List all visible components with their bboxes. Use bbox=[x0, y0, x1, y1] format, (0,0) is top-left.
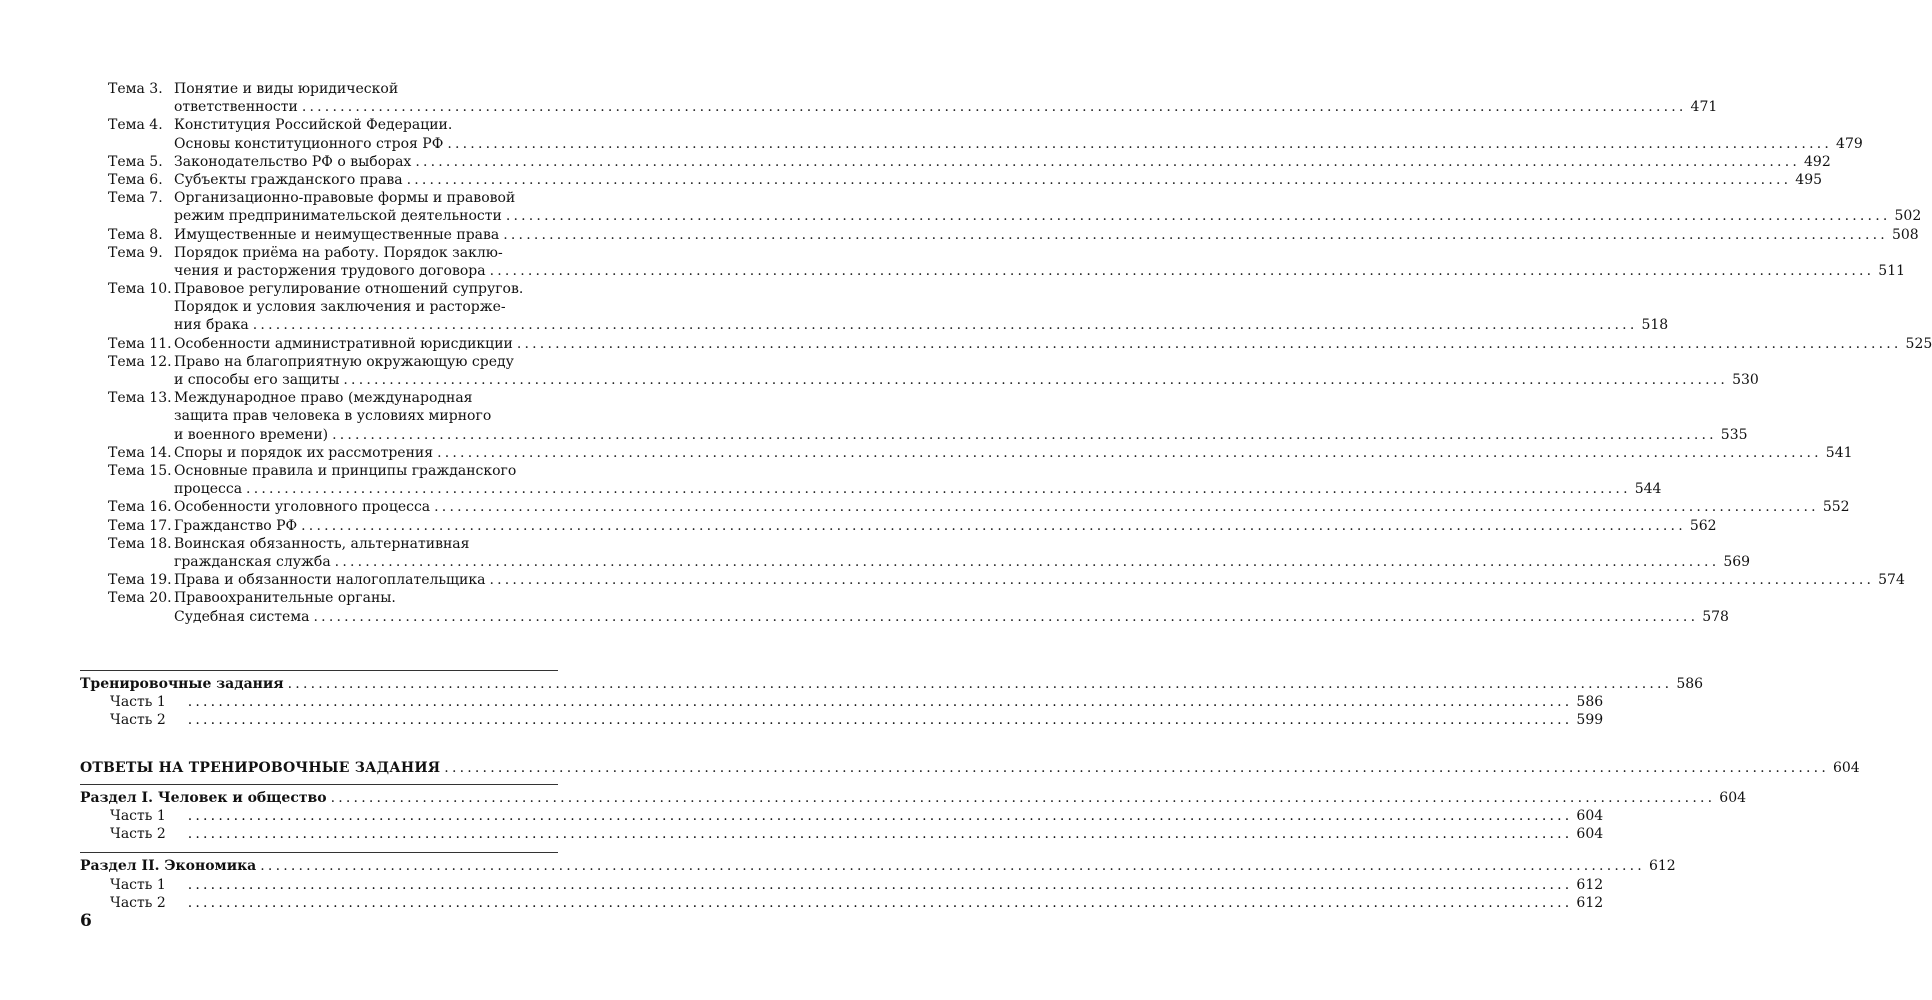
topic-title bbox=[174, 280, 1668, 335]
page-number: 604 bbox=[1576, 826, 1604, 843]
toc-entry-topic[interactable] bbox=[108, 189, 1922, 225]
page-number: 471 bbox=[1690, 99, 1718, 116]
dot-leader bbox=[331, 790, 1716, 806]
topic-number: Тема 6. bbox=[108, 171, 163, 188]
page-number: 586 bbox=[1676, 676, 1704, 692]
dot-leader bbox=[517, 335, 1902, 353]
topic-number: Тема 20. bbox=[108, 590, 172, 607]
topic-title-text: чения и расторжения трудового договора bbox=[174, 262, 486, 279]
topic-title-line bbox=[174, 335, 1932, 353]
topic-title-line bbox=[174, 480, 1661, 498]
topic-title-line bbox=[174, 153, 1831, 171]
topic-title-text: Международное право (международная bbox=[174, 390, 473, 407]
topic-title-text: Судебная система bbox=[174, 608, 310, 625]
toc-entry-topic[interactable] bbox=[108, 244, 1906, 280]
dot-leader bbox=[188, 712, 1573, 728]
dot-leader bbox=[407, 171, 1792, 189]
divider bbox=[80, 784, 558, 785]
toc-entry-section-2-part-2[interactable] bbox=[80, 894, 1604, 913]
topic-number: Тема 7. bbox=[108, 190, 163, 207]
topic-title-text: Субъекты гражданского права bbox=[174, 171, 403, 188]
page-number: 599 bbox=[1576, 712, 1604, 729]
topic-title-text: Порядок и условия заключения и расторже- bbox=[174, 299, 506, 316]
topic-title-text: Правоохранительные органы. bbox=[174, 590, 396, 607]
topic-title-text: Законодательство РФ о выборах bbox=[174, 153, 412, 170]
topic-title-line bbox=[174, 553, 1750, 571]
dot-leader bbox=[335, 553, 1720, 571]
toc-entry-topic[interactable] bbox=[108, 535, 1751, 571]
page-number: 511 bbox=[1878, 262, 1906, 279]
page-number: 569 bbox=[1723, 553, 1751, 570]
topic-title-line bbox=[174, 462, 1661, 480]
topic-title-line bbox=[174, 116, 1863, 134]
topic-number: Тема 9. bbox=[108, 244, 163, 261]
topic-title-text: Особенности административной юрисдикции bbox=[174, 335, 513, 352]
topic-title-line bbox=[174, 244, 1905, 262]
toc-entry-topic[interactable] bbox=[108, 498, 1850, 516]
toc-entry-topic[interactable] bbox=[108, 280, 1669, 335]
topic-title-text: Воинская обязанность, альтернативная bbox=[174, 535, 470, 552]
entry-title: Раздел I. Человек и общество bbox=[80, 789, 327, 806]
page-number: 586 bbox=[1576, 694, 1604, 711]
topic-title-line bbox=[174, 371, 1759, 389]
dot-leader bbox=[437, 444, 1822, 462]
toc-entry-topic[interactable] bbox=[108, 80, 1718, 116]
page-number: 530 bbox=[1732, 372, 1759, 389]
topic-title-text: режим предпринимательской деятельности bbox=[174, 208, 502, 225]
toc-entry-topic[interactable] bbox=[108, 116, 1863, 152]
topic-title-line bbox=[174, 280, 1668, 298]
entry-title: Часть 1 bbox=[110, 876, 166, 893]
topic-title-text: и военного времени) bbox=[174, 426, 329, 443]
topic-title-line bbox=[174, 517, 1717, 535]
topic-title-text: защита прав человека в условиях мирного bbox=[174, 408, 492, 425]
toc-entry-training[interactable] bbox=[80, 676, 1704, 694]
dot-leader bbox=[260, 858, 1645, 874]
topic-title-text: Споры и порядок их рассмотрения bbox=[174, 444, 434, 461]
topic-title-text: Правовое регулирование отношений супругов. bbox=[174, 281, 524, 298]
toc-entry-topic[interactable] bbox=[108, 517, 1717, 535]
topic-title bbox=[174, 517, 1717, 535]
topic-title bbox=[174, 353, 1759, 389]
topic-title bbox=[174, 189, 1921, 225]
topic-title-line bbox=[174, 589, 1729, 607]
toc-entry-answers[interactable] bbox=[80, 759, 1860, 778]
dot-leader bbox=[503, 226, 1888, 244]
page-number: 492 bbox=[1804, 153, 1831, 170]
topic-title-line bbox=[174, 426, 1748, 444]
topic-number: Тема 3. bbox=[108, 81, 163, 97]
toc-entry-section-1-part-2[interactable] bbox=[80, 826, 1604, 844]
topic-title-line bbox=[174, 298, 1668, 316]
topic-number: Тема 18. bbox=[108, 535, 172, 552]
topic-title bbox=[174, 498, 1850, 516]
dot-leader bbox=[253, 316, 1638, 334]
topic-title bbox=[174, 171, 1822, 189]
topic-title bbox=[174, 444, 1853, 462]
entry-title: ОТВЕТЫ НА ТРЕНИРОВОЧНЫЕ ЗАДАНИЯ bbox=[80, 759, 441, 776]
toc-entry-topic[interactable] bbox=[108, 571, 1905, 589]
page-folio: 6 bbox=[80, 911, 92, 931]
topic-title-line bbox=[174, 444, 1853, 462]
dot-leader bbox=[434, 498, 1819, 516]
topic-title-line bbox=[174, 80, 1717, 98]
topic-title bbox=[174, 535, 1750, 571]
topic-number: Тема 4. bbox=[108, 117, 163, 134]
entry-title: Часть 2 bbox=[110, 826, 166, 843]
dot-leader bbox=[302, 98, 1687, 116]
entry-title: Тренировочные задания bbox=[80, 676, 284, 692]
dot-leader bbox=[188, 808, 1573, 824]
dot-leader bbox=[490, 262, 1875, 280]
topic-title-text: Право на благоприятную окружающую среду bbox=[174, 353, 514, 370]
toc-entry-topic[interactable] bbox=[108, 226, 1919, 244]
topic-number: Тема 19. bbox=[108, 572, 172, 589]
topic-number: Тема 11. bbox=[108, 335, 172, 352]
toc-entry-topic[interactable] bbox=[108, 335, 1932, 353]
topic-title-line bbox=[174, 316, 1668, 334]
topic-title bbox=[174, 226, 1919, 244]
dot-leader bbox=[489, 571, 1874, 589]
topic-title-text: Организационно-правовые формы и правовой bbox=[174, 190, 516, 207]
page-number: 562 bbox=[1689, 517, 1717, 534]
topic-title-text: Особенности уголовного процесса bbox=[174, 499, 431, 516]
dot-leader bbox=[343, 371, 1728, 389]
topic-number: Тема 5. bbox=[108, 153, 163, 170]
topic-number: Тема 16. bbox=[108, 499, 172, 516]
dot-leader bbox=[506, 207, 1891, 225]
topic-title-text: Понятие и виды юридической bbox=[174, 81, 399, 97]
topic-title-text: Порядок приёма на работу. Порядок заклю- bbox=[174, 244, 503, 261]
topic-title-text: Гражданство РФ bbox=[174, 517, 298, 534]
dot-leader bbox=[332, 426, 1717, 444]
topic-title-text: Основные правила и принципы гражданского bbox=[174, 463, 517, 480]
topic-title bbox=[174, 116, 1863, 152]
entry-title: Часть 2 bbox=[110, 712, 166, 729]
page-number: 502 bbox=[1894, 208, 1922, 225]
page-number: 495 bbox=[1795, 171, 1823, 188]
divider bbox=[80, 670, 558, 671]
topic-title-line bbox=[174, 608, 1729, 626]
topic-title-text: и способы его защиты bbox=[174, 372, 340, 389]
page-number: 604 bbox=[1576, 807, 1604, 824]
topic-title-line bbox=[174, 262, 1905, 280]
topic-title-line bbox=[174, 189, 1921, 207]
toc-entry-training-part-2[interactable] bbox=[80, 712, 1604, 730]
topic-title bbox=[174, 389, 1748, 444]
topic-title-text: гражданская служба bbox=[174, 553, 331, 570]
topic-title bbox=[174, 571, 1905, 589]
page-number: 552 bbox=[1822, 499, 1850, 516]
entry-title: Раздел II. Экономика bbox=[80, 858, 257, 875]
entry-title: Часть 1 bbox=[110, 807, 166, 824]
topic-title-text: ответственности bbox=[174, 99, 298, 116]
topic-title-line bbox=[174, 535, 1750, 553]
topic-title-line bbox=[174, 498, 1850, 516]
topic-title-text: Права и обязанности налогоплательщика bbox=[174, 572, 486, 589]
topic-title-line bbox=[174, 571, 1905, 589]
toc-entry-training-part-1[interactable] bbox=[80, 694, 1604, 712]
topic-title-text: ния брака bbox=[174, 317, 249, 334]
dot-leader bbox=[288, 676, 1673, 692]
toc-entry-topic[interactable] bbox=[108, 589, 1729, 625]
page-number: 578 bbox=[1702, 608, 1729, 625]
dot-leader bbox=[301, 517, 1686, 535]
page-number: 612 bbox=[1576, 876, 1604, 893]
dot-leader bbox=[246, 480, 1631, 498]
topic-title-line bbox=[174, 407, 1748, 425]
toc-entry-topic[interactable] bbox=[108, 389, 1748, 444]
topic-title-text: Основы конституционного строя РФ bbox=[174, 135, 444, 152]
toc-entry-section-1[interactable] bbox=[80, 789, 1747, 808]
toc-entry-topic[interactable] bbox=[108, 353, 1759, 389]
topic-number: Тема 8. bbox=[108, 226, 163, 243]
toc-entry-topic[interactable] bbox=[108, 462, 1662, 498]
toc-entry-section-2[interactable] bbox=[80, 858, 1676, 876]
topic-title bbox=[174, 153, 1831, 171]
topic-number: Тема 10. bbox=[108, 281, 172, 298]
dot-leader bbox=[188, 826, 1573, 842]
topic-number: Тема 12. bbox=[108, 353, 172, 370]
sections-block bbox=[80, 665, 1860, 913]
page-number: 604 bbox=[1832, 759, 1860, 776]
dot-leader bbox=[314, 608, 1699, 626]
page-number: 612 bbox=[1648, 858, 1676, 875]
page-number: 541 bbox=[1825, 444, 1853, 461]
topic-title bbox=[174, 244, 1905, 280]
topic-title-line bbox=[174, 98, 1717, 116]
dot-leader bbox=[415, 153, 1800, 171]
topics-list bbox=[108, 80, 1932, 626]
page-number: 518 bbox=[1641, 317, 1669, 334]
topic-title-text: Имущественные и неимущественные права bbox=[174, 226, 500, 243]
topic-title bbox=[174, 462, 1661, 498]
topic-title-line bbox=[174, 226, 1919, 244]
divider bbox=[80, 852, 558, 853]
entry-title: Часть 2 bbox=[110, 894, 166, 911]
page-number: 612 bbox=[1576, 894, 1604, 911]
toc-entry-topic[interactable] bbox=[108, 153, 1831, 171]
topic-number: Тема 15. bbox=[108, 463, 172, 480]
topic-number: Тема 14. bbox=[108, 444, 172, 461]
toc-entry-section-1-part-1[interactable] bbox=[80, 807, 1604, 826]
topic-number: Тема 17. bbox=[108, 517, 172, 534]
topic-title-line bbox=[174, 207, 1921, 225]
dot-leader bbox=[188, 877, 1573, 893]
dot-leader bbox=[188, 895, 1573, 911]
topic-title-line bbox=[174, 135, 1863, 153]
topic-title bbox=[174, 335, 1932, 353]
topic-title-line bbox=[174, 389, 1748, 407]
topic-title-line bbox=[174, 171, 1822, 189]
dot-leader bbox=[188, 694, 1573, 710]
page-number: 508 bbox=[1891, 226, 1919, 243]
toc-entry-topic[interactable] bbox=[108, 444, 1853, 462]
topic-number: Тема 13. bbox=[108, 390, 172, 407]
entry-title: Часть 1 bbox=[110, 694, 166, 711]
topic-title bbox=[174, 80, 1717, 116]
topic-title-text: Конституция Российской Федерации. bbox=[174, 117, 453, 134]
page-number: 604 bbox=[1719, 789, 1747, 806]
page-number: 544 bbox=[1634, 481, 1662, 498]
page-number: 574 bbox=[1878, 572, 1905, 589]
toc-entry-section-2-part-1[interactable] bbox=[80, 876, 1604, 895]
topic-title-text: процесса bbox=[174, 481, 243, 498]
dot-leader bbox=[447, 135, 1832, 153]
page-number: 479 bbox=[1836, 135, 1863, 152]
page-number: 525 bbox=[1905, 335, 1932, 352]
topic-title bbox=[174, 589, 1729, 625]
topic-title-line bbox=[174, 353, 1759, 371]
toc-entry-topic[interactable] bbox=[108, 171, 1823, 189]
page-number: 535 bbox=[1720, 426, 1748, 443]
dot-leader bbox=[444, 760, 1829, 776]
